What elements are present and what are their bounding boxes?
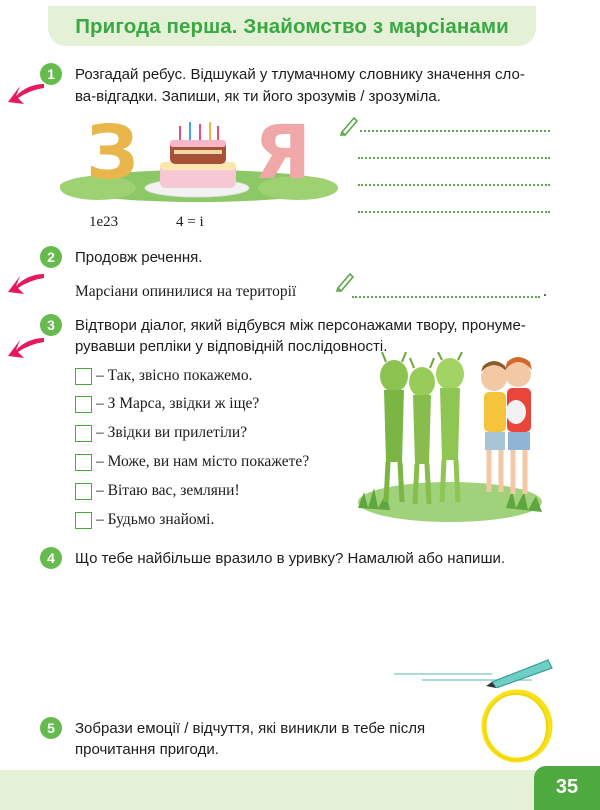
- task-1-line-2: ва-відгадки. Запиши, як ти його зрозумів / зрозуміла.: [75, 88, 441, 105]
- task-number-2: 2: [40, 246, 62, 268]
- pencil-icon: [338, 114, 360, 136]
- order-checkbox[interactable]: [75, 454, 92, 471]
- task-5-line-1: Зобрази емоції / відчуття, які виникли в тебе після: [75, 720, 426, 737]
- dialog-line: – Так, звісно покажемо.: [96, 367, 253, 384]
- rebus-code-right: 4 = і: [176, 214, 204, 230]
- pencil-icon: [392, 654, 556, 688]
- answer-line[interactable]: [358, 157, 550, 159]
- answer-line[interactable]: [358, 211, 550, 213]
- order-checkbox[interactable]: [75, 368, 92, 385]
- task-3-line-1: Відтвори діалог, який відбувся між персонажами твору, пронуме-: [75, 317, 526, 334]
- rebus-code-left: 1е23: [89, 214, 119, 230]
- dialog-item: [75, 510, 214, 530]
- arrow-icon: [6, 272, 46, 298]
- answer-line[interactable]: [352, 296, 540, 298]
- footer-band: [0, 770, 600, 810]
- dialog-line: – Будьмо знайомі.: [96, 511, 215, 528]
- order-checkbox[interactable]: [75, 512, 92, 529]
- task-number-5: 5: [40, 717, 62, 739]
- order-checkbox[interactable]: [75, 396, 92, 413]
- task-4-text: Що тебе найбільше вразило в уривку? Намалюй або напиши.: [75, 550, 506, 567]
- dialog-line: – Звідки ви прилетіли?: [96, 424, 248, 441]
- martians-illustration: [356, 352, 544, 524]
- task-2-sentence: Марсіани опинилися на території: [75, 283, 297, 300]
- answer-line[interactable]: [358, 184, 550, 186]
- rebus-letter-right: Я: [254, 110, 311, 196]
- task-number-3: 3: [40, 314, 62, 336]
- dialog-line: – З Марса, звідки ж іще?: [96, 395, 260, 412]
- task-number-4: 4: [40, 547, 62, 569]
- task-number-1: 1: [40, 63, 62, 85]
- order-checkbox[interactable]: [75, 425, 92, 442]
- dialog-item: [75, 394, 259, 414]
- sentence-period: .: [543, 283, 547, 300]
- rebus-letter-left: З: [86, 110, 139, 196]
- arrow-icon: [6, 336, 46, 362]
- task-3-line-2: рувавши репліки у відповідній послідовності.: [75, 338, 388, 355]
- dialog-item: [75, 452, 309, 472]
- arrow-icon: [6, 82, 46, 108]
- dialog-line: – Може, ви нам місто покажете?: [96, 453, 310, 470]
- task-1-line-1: Розгадай ребус. Відшукай у тлумачному словнику значення сло-: [75, 66, 525, 83]
- dialog-item: [75, 481, 240, 501]
- pencil-icon: [334, 270, 356, 292]
- order-checkbox[interactable]: [75, 483, 92, 500]
- page-title: Пригода перша. Знайомство з марсіанами: [75, 15, 509, 38]
- dialog-item: [75, 366, 252, 386]
- answer-line[interactable]: [360, 130, 550, 132]
- drawing-circle[interactable]: [478, 686, 556, 766]
- task-5-line-2: прочитання пригоди.: [75, 741, 219, 758]
- page-number: 35: [555, 776, 579, 798]
- task-2-text: Продовж речення.: [75, 249, 203, 266]
- dialog-line: – Вітаю вас, земляни!: [96, 482, 240, 499]
- dialog-item: [75, 423, 247, 443]
